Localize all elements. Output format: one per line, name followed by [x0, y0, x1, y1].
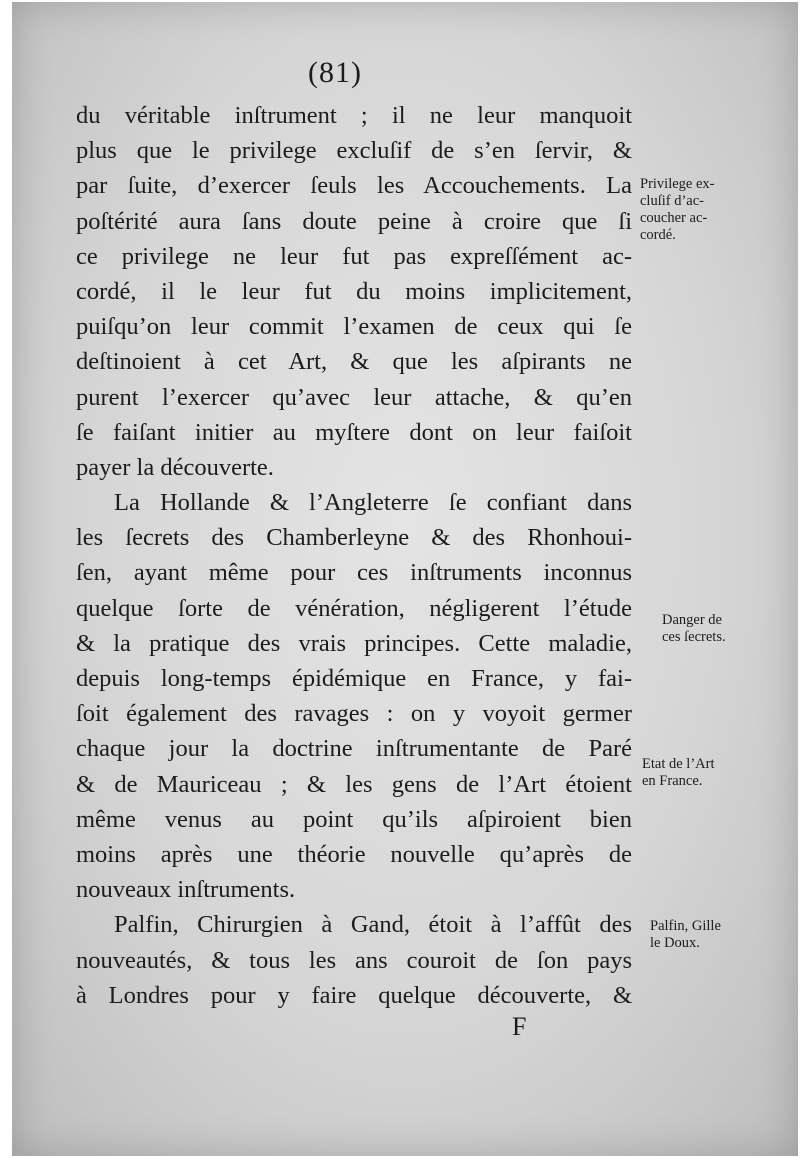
signature-mark: F — [512, 1012, 527, 1041]
text-line: plus que le privilege excluſif de s’en ſervir, & — [76, 137, 632, 165]
margin-note-etat — [642, 756, 762, 790]
text-line: ſoit également des ravages : on y voyoit germer — [76, 700, 632, 728]
text-line: chaque jour la doctrine inſtrumentante de Paré — [76, 735, 632, 763]
text-line: ſe faiſant initier au myſtere dont on leur faiſoit — [76, 418, 632, 446]
text-line: moins après une théorie nouvelle qu’après de — [76, 840, 632, 868]
text-line: les ſecrets des Chamberleyne & des Rhonhoui- — [76, 524, 632, 552]
margin-note-line: Privilege ex- — [640, 176, 715, 192]
text-line: du véritable inſtrument ; il ne leur manquoit — [76, 102, 632, 129]
body-text — [76, 98, 632, 1013]
margin-note-line: cordé. — [640, 227, 676, 243]
margin-note-line: ces ſecrets. — [662, 629, 726, 645]
text-line: par ſuite, d’exercer ſeuls les Accouchements. La — [76, 172, 632, 200]
text-line: même venus au point qu’ils aſpiroient bien — [76, 805, 632, 833]
margin-note-line: cluſif d’ac- — [640, 193, 705, 209]
page-number: (81) — [308, 56, 362, 89]
text-line: puiſqu’on leur commit l’examen de ceux qui ſe — [76, 313, 632, 341]
text-line: deſtinoient à cet Art, & que les aſpirants ne — [76, 348, 632, 376]
text-line: ſen, ayant même pour ces inſtruments inconnus — [76, 559, 632, 587]
text-line: & de Mauriceau ; & les gens de l’Art étoient — [76, 770, 632, 798]
margin-note-privilege — [640, 176, 760, 244]
margin-note-line: le Doux. — [650, 935, 700, 951]
text-line: cordé, il le leur fut du moins implicitement, — [76, 277, 632, 305]
text-line: depuis long-temps épidémique en France, y fai- — [76, 665, 632, 692]
text-line: nouveaux inſtruments. — [76, 876, 296, 904]
text-line: Palfin, Chirurgien à Gand, étoit à l’affût des — [114, 911, 632, 939]
margin-note-line: Etat de l’Art — [642, 756, 715, 772]
margin-note-line: coucher ac- — [640, 210, 708, 226]
text-line: purent l’exercer qu’avec leur attache, & qu’en — [76, 383, 632, 411]
margin-note-danger — [662, 612, 782, 646]
text-line: payer la découverte. — [76, 453, 274, 481]
margin-note-line: en France. — [642, 773, 703, 789]
text-line: poſtérité aura ſans doute peine à croire que ſi — [76, 207, 632, 235]
text-line: nouveautés, & tous les ans couroit de ſon pays — [76, 946, 632, 974]
text-line: & la pratique des vrais principes. Cette maladie, — [76, 629, 632, 657]
text-line: La Hollande & l’Angleterre ſe confiant dans — [114, 489, 632, 517]
text-line: ce privilege ne leur fut pas expreſſément ac- — [76, 242, 632, 270]
margin-note-line: Palfin, Gille — [650, 918, 721, 934]
text-line: quelque ſorte de vénération, négligerent l’étude — [76, 594, 632, 622]
margin-note-line: Danger de — [662, 612, 722, 628]
margin-note-palfin — [650, 918, 770, 952]
text-line: à Londres pour y faire quelque découverte, & — [76, 981, 632, 1009]
